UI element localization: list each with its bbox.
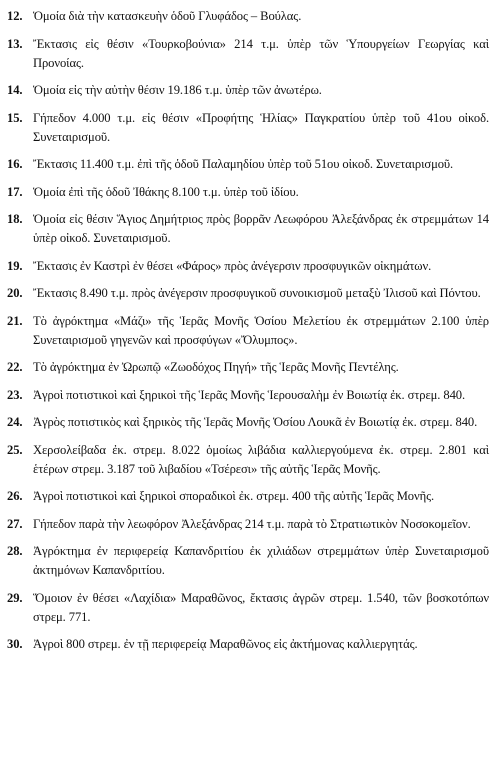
item-number: 20. <box>7 286 23 300</box>
item-text: Ἔκτασις 8.490 τ.μ. πρὸς ἀνέγερσιν προσφυγικοῦ συνοικισμοῦ μεταξὺ Ἰλισοῦ καὶ Πόντου. <box>33 286 481 300</box>
item-text: Γήπεδον παρὰ τὴν λεωφόρον Ἀλεξάνδρας 214 τ.μ. παρὰ τὸ Στρατιωτικὸν Νοσοκομεῖον. <box>33 516 471 531</box>
item-text: Ὅμοιον ἐν θέσει «Λαχίδια» Μαραθῶνος, ἔκτασις ἀγρῶν στρεμ. 1.540, τῶν βοσκοτόπων στρεμ. 771. <box>33 590 489 624</box>
item-number: 18. <box>7 212 23 226</box>
list-item <box>7 635 489 654</box>
item-text: Ἀγροὶ ποτιστικοὶ καὶ ξηρικοὶ σποραδικοὶ ἐκ. στρεμ. 400 τῆς αὐτῆς Ἱερᾶς Μονῆς. <box>33 489 435 503</box>
item-number: 14. <box>7 83 23 97</box>
item-number: 26. <box>7 489 23 503</box>
item-number: 23. <box>7 387 23 402</box>
item-number: 28. <box>7 544 23 558</box>
list-item <box>7 312 489 350</box>
item-text: Ἔκτασις 11.400 τ.μ. ἐπὶ τῆς ὁδοῦ Παλαμηδίου ὑπὲρ τοῦ 51ου οἰκοδ. Συνεταιρισμοῦ. <box>33 157 454 171</box>
item-number: 16. <box>7 157 23 171</box>
item-text: Ἀγρὸς ποτιστικὸς καὶ ξηρικὸς τῆς Ἱερᾶς Μονῆς Ὁσίου Λουκᾶ ἐν Βοιωτίᾳ ἐκ. στρεμ. 840. <box>33 415 478 429</box>
item-text: Ἔκτασις ἐν Καστρὶ ἐν θέσει «Φάρος» πρὸς ἀνέγερσιν προσφυγικῶν οἰκημάτων. <box>33 258 432 273</box>
item-text: Τὸ ἀγρόκτημα ἐν Ὠρωπῷ «Ζωοδόχος Πηγή» τῆς Ἱερᾶς Μονῆς Πεντέλης. <box>33 360 399 374</box>
list-item <box>7 386 489 405</box>
item-text: Ὁμοία εἰς θέσιν Ἅγιος Δημήτριος πρὸς βορρᾶν Λεωφόρου Ἀλεξάνδρας ἐκ στρεμμάτων 14 ὑπὲρ οἰκοδ. Συνεταιρισμοῦ. <box>33 212 489 245</box>
list-item <box>7 358 489 377</box>
item-number: 12. <box>7 9 23 23</box>
list-item <box>7 7 489 26</box>
list-item <box>7 441 489 479</box>
item-number: 13. <box>7 36 23 51</box>
item-number: 30. <box>7 637 23 651</box>
item-number: 27. <box>7 516 23 531</box>
list-item <box>7 487 489 506</box>
item-number: 15. <box>7 110 23 125</box>
item-text: Ἔκτασις εἰς θέσιν «Τουρκοβούνια» 214 τ.μ. ὑπὲρ τῶν Ὑπουργείων Γεωργίας καὶ Προνοίας. <box>33 36 489 70</box>
list-item <box>7 284 489 303</box>
item-text: Τὸ ἀγρόκτημα «Μάζι» τῆς Ἱερᾶς Μονῆς Ὁσίου Μελετίου ἐκ στρεμμάτων 2.100 ὑπὲρ Συνεταιρισμοῦ γηγενῶν καὶ προσφύγων «Ὄλυμπος». <box>33 313 489 347</box>
list-item <box>7 81 489 100</box>
list-item <box>7 413 489 432</box>
item-number: 22. <box>7 360 23 374</box>
list-item <box>7 155 489 174</box>
item-text: Ἀγροὶ 800 στρεμ. ἐν τῇ περιφερείᾳ Μαραθῶνος εἰς ἀκτήμονας καλλιεργητάς. <box>33 637 418 651</box>
list-item <box>7 515 489 534</box>
item-number: 17. <box>7 184 23 199</box>
item-text: Ἀγρόκτημα ἐν περιφερείᾳ Καπανδριτίου ἐκ χιλιάδων στρεμμάτων ὑπὲρ Συνεταιρισμοῦ ἀκτημόνων Καπανδριτίου. <box>33 544 489 577</box>
item-number: 19. <box>7 258 23 273</box>
numbered-list <box>7 7 489 663</box>
list-item <box>7 109 489 147</box>
item-text: Ἀγροὶ ποτιστικοὶ καὶ ξηρικοὶ τῆς Ἱερᾶς Μονῆς Ἱερουσαλὴμ ἐν Βοιωτίᾳ ἐκ. στρεμ. 840. <box>33 387 466 402</box>
list-item <box>7 589 489 627</box>
list-item <box>7 210 489 248</box>
item-text: Ὁμοία ἐπὶ τῆς ὁδοῦ Ἰθάκης 8.100 τ.μ. ὑπὲρ τοῦ ἰδίου. <box>33 184 299 199</box>
item-text: Γήπεδον 4.000 τ.μ. εἰς θέσιν «Προφήτης Ἡλίας» Παγκρατίου ὑπὲρ τοῦ 41ου οἰκοδ. Συνεταιρισμοῦ. <box>33 110 489 144</box>
item-number: 24. <box>7 415 23 429</box>
list-item <box>7 183 489 202</box>
item-text: Ὁμοία εἰς τὴν αὐτὴν θέσιν 19.186 τ.μ. ὑπὲρ τῶν ἀνωτέρω. <box>33 83 322 97</box>
list-item <box>7 257 489 276</box>
item-number: 21. <box>7 313 23 328</box>
item-number: 29. <box>7 590 23 605</box>
list-item <box>7 542 489 580</box>
item-text: Χερσολείβαδα ἐκ. στρεμ. 8.022 ὁμοίως λιβάδια καλλιεργούμενα ἐκ. στρεμ. 2.801 καὶ ἑτέρων στρεμ. 3.187 τοῦ λιβαδίου «Τσέρεσι» τῆς αὐτῆς Ἱερᾶς Μονῆς. <box>33 442 489 476</box>
item-number: 25. <box>7 442 23 457</box>
list-item <box>7 35 489 73</box>
item-text: Ὁμοία διὰ τὴν κατασκευὴν ὁδοῦ Γλυφάδος – Βούλας. <box>33 9 302 23</box>
